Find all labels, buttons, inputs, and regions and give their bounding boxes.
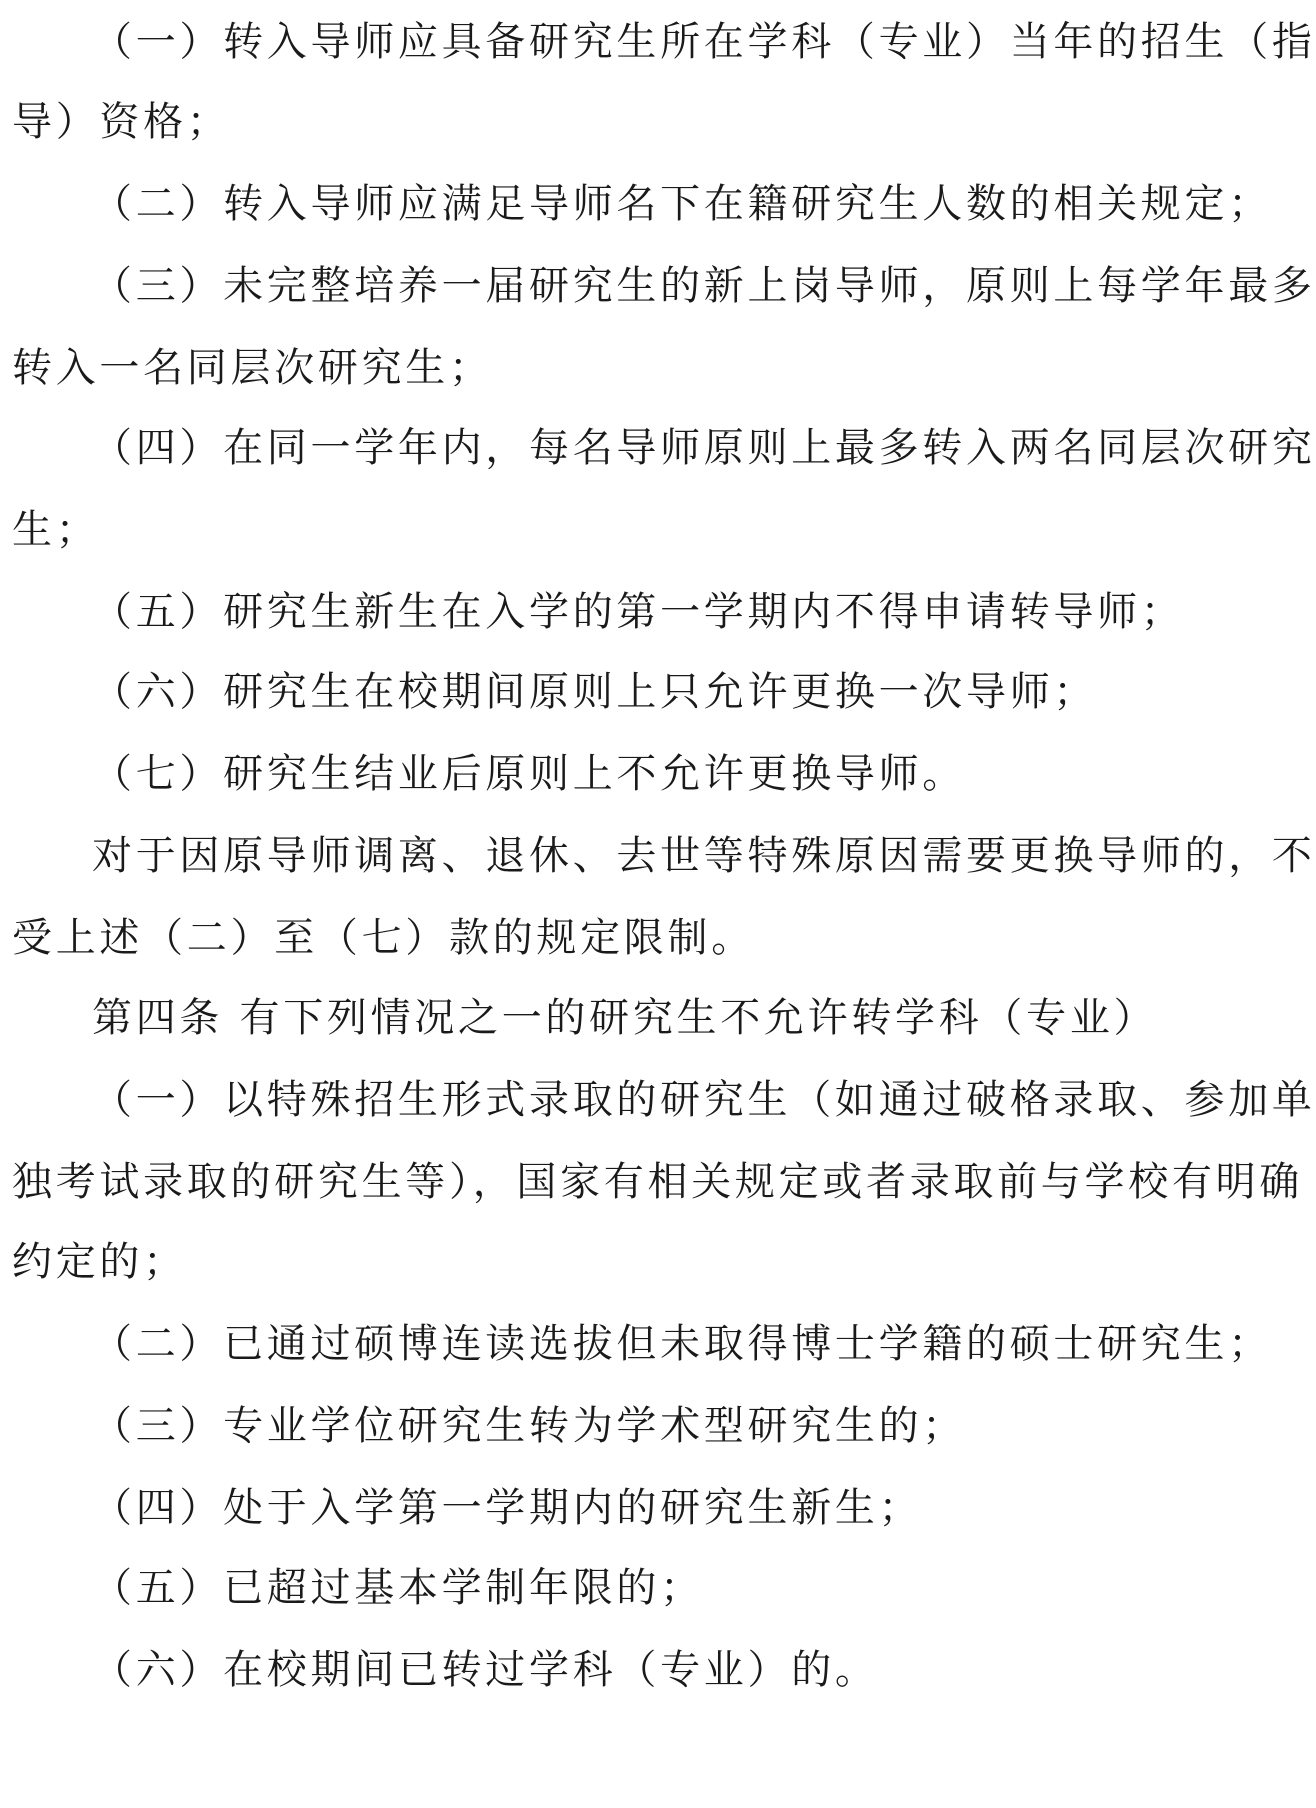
text-line: （五）研究生新生在入学的第一学期内不得申请转导师； [92,589,1185,635]
text-line: 转入一名同层次研究生； [12,345,493,391]
text-line: （五）已超过基本学制年限的； [92,1565,704,1611]
text-line: （一）以特殊招生形式录取的研究生（如通过破格录取、参加单 [92,1077,1316,1123]
text-line: 独考试录取的研究生等），国家有相关规定或者录取前与学校有明确 [12,1159,1303,1205]
text-line: （三）专业学位研究生转为学术型研究生的； [92,1403,966,1449]
text-line: 对于因原导师调离、退休、去世等特殊原因需要更换导师的，不 [92,833,1316,879]
text-line: 受上述（二）至（七）款的规定限制。 [12,915,755,961]
text-line: （四）在同一学年内，每名导师原则上最多转入两名同层次研究 [92,425,1316,471]
section-heading: 第四条 有下列情况之一的研究生不允许转学科（专业） [92,995,1158,1041]
text-line: 生； [12,507,100,553]
text-line: （二）转入导师应满足导师名下在籍研究生人数的相关规定； [92,181,1272,227]
text-line: （二）已通过硕博连读选拔但未取得博士学籍的硕士研究生； [92,1321,1272,1367]
text-line: （六）研究生在校期间原则上只允许更换一次导师； [92,669,1098,715]
text-line: （一）转入导师应具备研究生所在学科（专业）当年的招生（指 [92,19,1316,65]
text-line: 导）资格； [12,99,231,145]
text-line: （四）处于入学第一学期内的研究生新生； [92,1485,923,1531]
text-line: 约定的； [12,1239,187,1285]
text-line: （六）在校期间已转过学科（专业）的。 [92,1647,879,1693]
text-line: （七）研究生结业后原则上不允许更换导师。 [92,751,966,797]
text-line: （三）未完整培养一届研究生的新上岗导师，原则上每学年最多 [92,263,1316,309]
